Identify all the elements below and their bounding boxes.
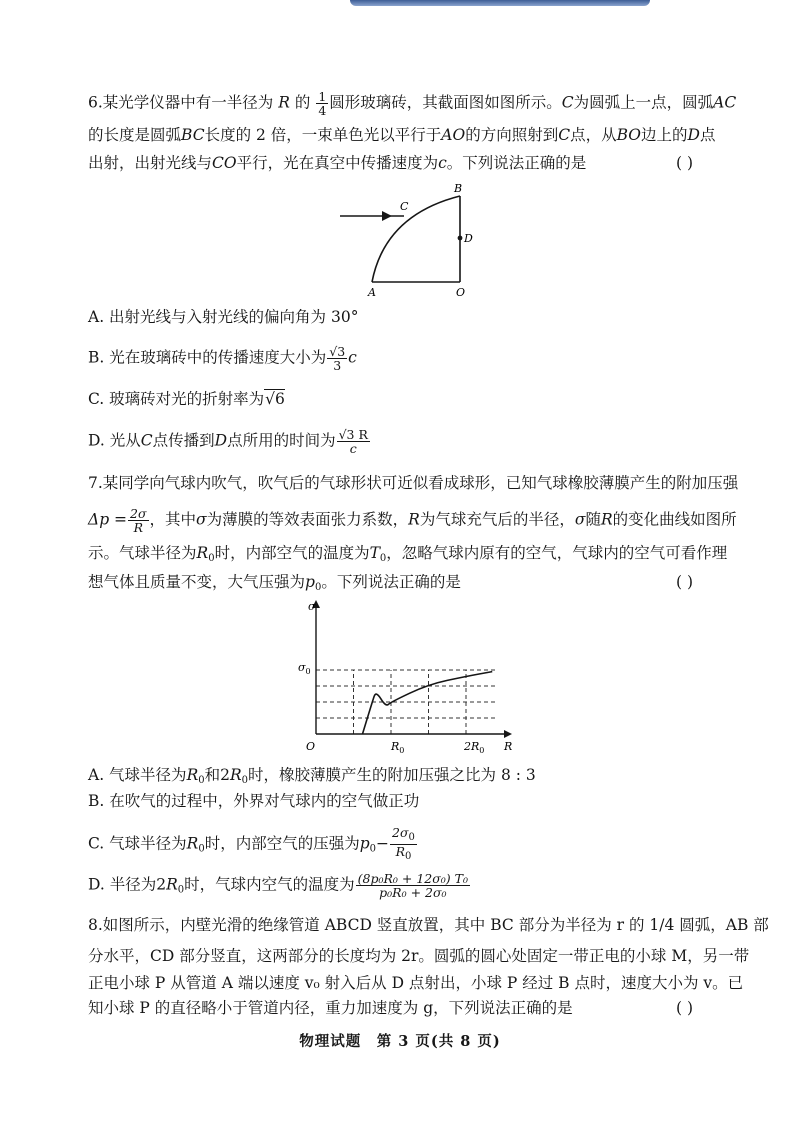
q7-line-3: 示。气球半径为$R_0$时，内部空气的温度为$T_0$，忽略气球内原有的空气，气球内的空气可看作理 <box>88 544 728 564</box>
graph-grid <box>316 670 496 734</box>
q8-line-4: 知小球 P 的直径略小于管道内径，重力加速度为 g，下列说法正确的是 <box>88 999 573 1017</box>
q7-line-4: 想气体且质量不变，大气压强为$p_0$。下列说法正确的是 <box>88 573 461 593</box>
q7-line-1: 7.某同学向气球内吹气，吹气后的气球形状可近似看成球形，已知气球橡胶薄膜产生的附加压强 <box>88 474 739 492</box>
fig-point-d <box>458 236 463 241</box>
fig-ray-arrow <box>382 211 392 221</box>
q6-option-d: D. 光从C点传播到D点所用的时间为 $\frac{√3 R}{c}$ <box>88 427 368 456</box>
q7-option-d: D. 半径为$2R_0$时，气球内空气的温度为 $\frac{\text{(8p₀R₀ + 12σ₀) T₀}}{\text{p₀R₀ + 2σ₀}}$ <box>88 871 469 900</box>
fig-label-c: C <box>400 200 409 213</box>
sigma-curve <box>363 672 493 734</box>
q7-line-2: Δp = $\frac{2\sigma}{R}$ ，其中σ为薄膜的等效表面张力系数，R为气球充气后的半径，σ随R的变化曲线如图所 <box>88 506 737 535</box>
q6-line-1: 6.某光学仪器中有一半径为 R 的 $\frac{1}{4}$ 圆形玻璃砖，其截面图如图所示。C为圆弧上一点，圆弧AC <box>88 89 737 118</box>
q7-option-b: B. 在吹气的过程中，外界对气球内的空气做正功 <box>88 792 420 810</box>
fig-label-d: D <box>464 232 473 245</box>
q7-sigma-r-graph <box>290 596 520 754</box>
q6-answer-paren: ( ) <box>676 154 694 172</box>
q6-option-a: A. 出射光线与入射光线的偏向角为 30° <box>88 308 359 326</box>
q8-line-2: 分水平，CD 部分竖直，这两部分的长度均为 2r。圆弧的圆心处固定一带正电的小球 M，另一带 <box>88 947 750 965</box>
graph-2r0: $2R_0$ <box>464 740 485 754</box>
fig-arc-ab <box>372 196 460 282</box>
q8-answer-paren: ( ) <box>676 999 694 1017</box>
fig-label-b: B <box>454 182 463 195</box>
page-footer: 物理试题 第 3 页(共 8 页) <box>299 1033 501 1050</box>
fig-label-a: A <box>368 286 376 299</box>
graph-origin: O <box>306 740 316 753</box>
q6-line-3: 出射，出射光线与CO平行，光在真空中传播速度为c。下列说法正确的是 <box>88 154 587 172</box>
q8-line-3: 正电小球 P 从管道 A 端以速度 v₀ 射入后从 D 点射出，小球 P 经过 B 点时，速度大小为 v。已 <box>88 974 744 992</box>
q6-line-2: 的长度是圆弧BC长度的 2 倍，一束单色光以平行于AO的方向照射到C点，从BO边上的D点 <box>88 126 716 144</box>
graph-sigma0: $\sigma_0$ <box>298 661 311 676</box>
q6-option-c: C. 玻璃砖对光的折射率为√6 <box>88 390 285 408</box>
q6-figure <box>330 180 490 300</box>
q7-option-c: C. 气球半径为$R_0$时，内部空气的压强为$p_0-$ $\frac{2\sigma_0}{R_0}$ <box>88 825 415 862</box>
graph-x-arrow <box>504 730 512 738</box>
graph-x-label: R <box>504 740 513 753</box>
graph-r0: $R_0$ <box>391 740 405 754</box>
quarter-fraction: $\frac{1}{4}$ <box>318 89 327 118</box>
fig-label-o: O <box>456 286 466 299</box>
graph-y-label: σ <box>308 600 316 613</box>
q7-answer-paren: ( ) <box>676 573 694 591</box>
q6-option-b: B. 光在玻璃砖中的传播速度大小为 $\frac{√3}{3}$ c <box>88 344 357 373</box>
q8-line-1: 8.如图所示，内壁光滑的绝缘管道 ABCD 竖直放置，其中 BC 部分为半径为 r 的 1/4 圆弧，AB 部 <box>88 916 769 934</box>
top-color-strip <box>350 0 650 6</box>
q7-option-a: A. 气球半径为$R_0$和$2R_0$时，橡胶薄膜产生的附加压强之比为 8 : 3 <box>88 766 536 786</box>
